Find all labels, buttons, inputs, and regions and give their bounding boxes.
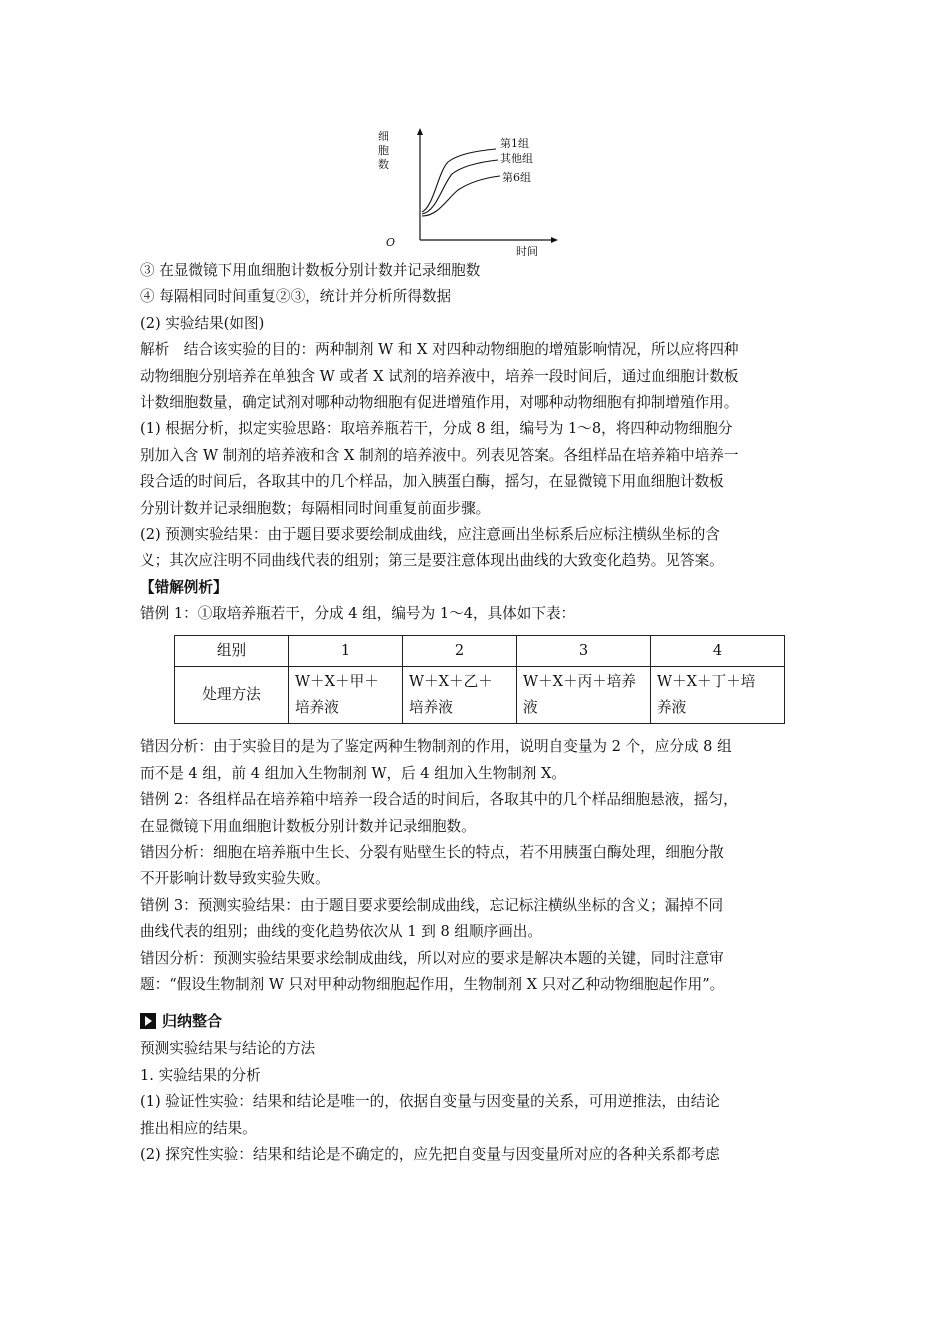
summary-item-1-1-line-1: (1) 验证性实验：结果和结论是唯一的，依据自变量与因变量的关系，可用逆推法，由结论 (140, 1093, 720, 1111)
analysis-line-6: 段合适的时间后，各取其中的几个样品，加入胰蛋白酶，摇匀，在显微镜下用血细胞计数板 (140, 473, 724, 491)
error-example-3-line-1: 错例 3：预测实验结果：由于题目要求要绘制成曲线，忘记标注横纵坐标的含义；漏掉不同 (140, 896, 724, 914)
table-header-cell: 1 (289, 636, 403, 667)
growth-curve-diagram (376, 124, 566, 256)
x-axis-arrow (551, 237, 558, 243)
table-header-row (175, 636, 785, 667)
error-cause-2-line-1: 错因分析：细胞在培养瓶中生长、分裂有贴壁生长的特点，若不用胰蛋白酶处理，细胞分散 (140, 844, 724, 862)
table-row-label: 处理方法 (175, 667, 289, 724)
table-header-cell: 3 (517, 636, 651, 667)
error-cause-1-line-2: 而不是 4 组，前 4 组加入生物制剂 W，后 4 组加入生物制剂 X。 (140, 764, 567, 782)
summary-item-1-1-line-2: 推出相应的结果。 (140, 1119, 257, 1137)
grouping-table (174, 635, 785, 724)
table-cell: W＋X＋甲＋ 培养液 (289, 667, 403, 724)
y-axis-label-2: 胞 (378, 144, 389, 157)
error-cause-1-line-1: 错因分析：由于实验目的是为了鉴定两种生物制剂的作用，说明自变量为 2 个，应分成 8 组 (140, 738, 732, 756)
table-cell: W＋X＋乙＋ 培养液 (403, 667, 517, 724)
analysis-line-4: (1) 根据分析，拟定实验思路：取培养瓶若干，分成 8 组，编号为 1～8，将四种动物细胞分 (140, 420, 733, 438)
summary-subtitle: 预测实验结果与结论的方法 (140, 1040, 316, 1058)
analysis-line-8: (2) 预测实验结果：由于题目要求要绘制成曲线，应注意画出坐标系后应标注横纵坐标的含 (140, 525, 720, 543)
curve-label-group6: 第6组 (502, 171, 531, 184)
step-3-text: ③ 在显微镜下用血细胞计数板分别计数并记录细胞数 (140, 262, 481, 279)
summary-item-1: 1. 实验结果的分析 (140, 1066, 261, 1084)
result-heading: (2) 实验结果(如图) (140, 314, 265, 332)
error-example-3-line-2: 曲线代表的组别；曲线的变化趋势依次从 1 到 8 组顺序画出。 (140, 923, 542, 941)
curve-label-group1: 第1组 (500, 137, 529, 150)
origin-label: O (386, 236, 396, 249)
analysis-line-3: 计数细胞数量，确定试剂对哪种动物细胞有促进增殖作用，对哪种动物细胞有抑制增殖作用。 (140, 393, 739, 411)
grouping-table-wrap (174, 635, 820, 724)
error-analysis-heading: 【错解例析】 (140, 578, 228, 596)
document-body (140, 258, 820, 1168)
y-axis-label-3: 数 (378, 158, 389, 171)
error-cause-2-line-2: 不开影响计数导致实验失败。 (140, 870, 330, 888)
curve-other-groups (422, 160, 498, 214)
summary-section-heading (140, 1006, 820, 1036)
summary-section-title: 归纳整合 (162, 1012, 223, 1031)
table-header-cell: 4 (651, 636, 785, 667)
step-4-text: ④ 每隔相同时间重复②③，统计并分析所得数据 (140, 288, 452, 306)
table-header-cell: 组别 (175, 636, 289, 667)
y-axis-arrow (417, 128, 423, 135)
analysis-line-9: 义；其次应注明不同曲线代表的组别；第三是要注意体现出曲线的大致变化趋势。见答案。 (140, 552, 724, 570)
error-example-1: 错例 1：①取培养瓶若干，分成 4 组，编号为 1～4，具体如下表： (140, 605, 576, 623)
play-icon (140, 1013, 156, 1029)
summary-item-1-2-line-1: (2) 探究性实验：结果和结论是不确定的，应先把自变量与因变量所对应的各种关系都考虑 (140, 1145, 720, 1163)
y-axis-label-1: 细 (378, 130, 389, 143)
x-axis-label: 时间 (516, 245, 538, 256)
table-row (175, 667, 785, 724)
table-cell: W＋X＋丙＋培养 液 (517, 667, 651, 724)
cell-growth-figure (376, 124, 566, 256)
curve-group6 (422, 176, 500, 216)
error-cause-3-line-1: 错因分析：预测实验结果要求绘制成曲线，所以对应的要求是解决本题的关键，同时注意审 (140, 949, 724, 967)
analysis-line-5: 别加入含 W 制剂的培养液和含 X 制剂的培养液中。列表见答案。各组样品在培养箱中培养一 (140, 446, 739, 464)
table-cell: W＋X＋丁＋培 养液 (651, 667, 785, 724)
error-example-2-line-2: 在显微镜下用血细胞计数板分别计数并记录细胞数。 (140, 817, 476, 835)
curve-label-other: 其他组 (500, 152, 533, 165)
curve-group1 (422, 149, 496, 212)
analysis-line-2: 动物细胞分别培养在单独含 W 或者 X 试剂的培养液中，培养一段时间后，通过血细胞计数板 (140, 367, 739, 385)
analysis-line-1: 解析 结合该实验的目的：两种制剂 W 和 X 对四种动物细胞的增殖影响情况，所以应将四种 (140, 341, 739, 359)
error-example-2-line-1: 错例 2：各组样品在培养箱中培养一段合适的时间后，各取其中的几个样品细胞悬液，摇匀， (140, 791, 738, 809)
error-cause-3-line-2: 题：“假设生物制剂 W 只对甲种动物细胞起作用，生物制剂 X 只对乙种动物细胞起作用”。 (140, 975, 725, 993)
analysis-line-7: 分别计数并记录细胞数；每隔相同时间重复前面步骤。 (140, 499, 491, 517)
table-header-cell: 2 (403, 636, 517, 667)
